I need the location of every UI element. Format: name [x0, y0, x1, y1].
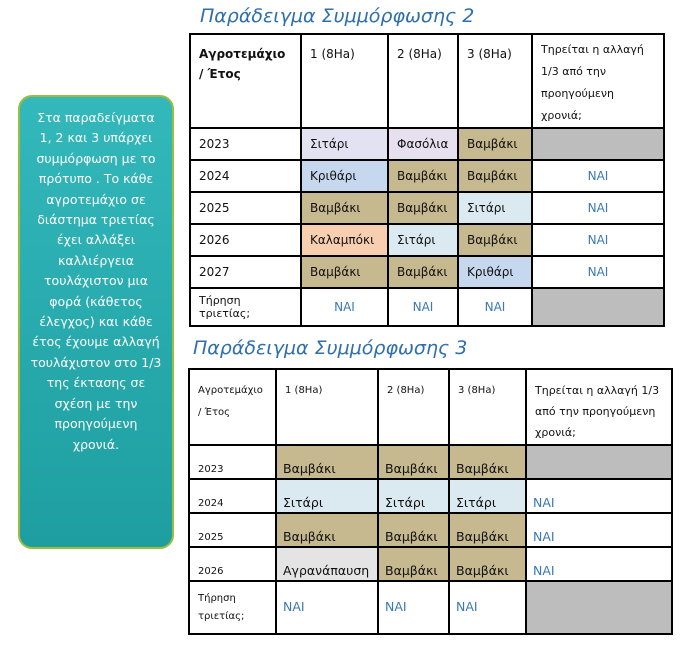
change-cell: ΝΑΙ — [532, 160, 664, 192]
crop-cell: Βαμβάκι — [378, 547, 449, 581]
crop-cell: Βαμβάκι — [458, 128, 532, 160]
crop-cell: Βαμβάκι — [276, 445, 378, 479]
crop-cell: Βαμβάκι — [449, 445, 526, 479]
example-2-title: Παράδειγμα Συμμόρφωσης 2 — [200, 5, 475, 27]
crop-cell: Σιτάρι — [388, 224, 458, 256]
table-row — [190, 224, 664, 256]
header-plot-1: 1 (8Ha) — [276, 369, 378, 445]
crop-cell: Βαμβάκι — [301, 192, 388, 224]
change-cell: ΝΑΙ — [532, 192, 664, 224]
crop-cell: Βαμβάκι — [388, 192, 458, 224]
year-cell: 2023 — [189, 445, 276, 479]
table-row — [189, 479, 672, 513]
footer-empty-cell — [532, 288, 664, 326]
crop-cell: Βαμβάκι — [378, 513, 449, 547]
crop-cell: Σιτάρι — [378, 479, 449, 513]
change-cell: ΝΑΙ — [526, 479, 672, 513]
table-row — [190, 128, 664, 160]
header-plot-2: 2 (8Ha) — [388, 34, 458, 128]
crop-cell: Καλαμπόκι — [301, 224, 388, 256]
footer-label: Τήρηση τριετίας; — [189, 581, 276, 634]
footer-value: ΝΑΙ — [301, 288, 388, 326]
year-cell: 2026 — [189, 547, 276, 581]
crop-cell: Βαμβάκι — [449, 547, 526, 581]
change-cell: ΝΑΙ — [526, 547, 672, 581]
footer-value: ΝΑΙ — [378, 581, 449, 634]
header-plot-1: 1 (8Ha) — [301, 34, 388, 128]
crop-cell: Βαμβάκι — [378, 445, 449, 479]
footer-value: ΝΑΙ — [388, 288, 458, 326]
crop-cell: Βαμβάκι — [301, 256, 388, 288]
year-cell: 2025 — [190, 192, 301, 224]
crop-cell: Κριθάρι — [458, 256, 532, 288]
crop-cell: Κριθάρι — [301, 160, 388, 192]
table-footer-row — [190, 288, 664, 326]
example-3-table — [188, 368, 673, 635]
header-plot-year: Αγροτεμάχιο / Έτος — [190, 34, 301, 128]
table-header-row — [190, 34, 664, 128]
example-3-title: Παράδειγμα Συμμόρφωσης 3 — [193, 337, 468, 359]
change-cell: ΝΑΙ — [526, 513, 672, 547]
header-plot-3: 3 (8Ha) — [458, 34, 532, 128]
year-cell: 2025 — [189, 513, 276, 547]
table-row — [190, 160, 664, 192]
change-cell-empty — [532, 128, 664, 160]
crop-cell: Βαμβάκι — [458, 224, 532, 256]
year-cell: 2023 — [190, 128, 301, 160]
crop-cell: Βαμβάκι — [388, 160, 458, 192]
header-change-question: Τηρείται η αλλαγή 1/3 από την προηγούμενη χρονιά; — [526, 369, 672, 445]
table-footer-row — [189, 581, 672, 634]
crop-cell: Αγρανάπαυση — [276, 547, 378, 581]
footer-value: ΝΑΙ — [449, 581, 526, 634]
crop-cell: Βαμβάκι — [388, 256, 458, 288]
table-row — [189, 445, 672, 479]
crop-cell: Σιτάρι — [301, 128, 388, 160]
header-change-question: Τηρείται η αλλαγή 1/3 από την προηγούμενη χρονιά; — [532, 34, 664, 128]
header-plot-3: 3 (8Ha) — [449, 369, 526, 445]
year-cell: 2026 — [190, 224, 301, 256]
footer-value: ΝΑΙ — [458, 288, 532, 326]
footer-empty-cell — [526, 581, 672, 634]
crop-cell: Σιτάρι — [449, 479, 526, 513]
footer-value: ΝΑΙ — [276, 581, 378, 634]
change-cell: ΝΑΙ — [532, 224, 664, 256]
table-row — [189, 513, 672, 547]
crop-cell: Βαμβάκι — [276, 513, 378, 547]
table-header-row — [189, 369, 672, 445]
header-plot-year: Αγροτεμάχιο / Έτος — [189, 369, 276, 445]
example-2-table — [189, 33, 665, 327]
footer-label: Τήρηση τριετίας; — [190, 288, 301, 326]
year-cell: 2024 — [189, 479, 276, 513]
crop-cell: Βαμβάκι — [458, 160, 532, 192]
change-cell: ΝΑΙ — [532, 256, 664, 288]
year-cell: 2027 — [190, 256, 301, 288]
table-row — [190, 256, 664, 288]
header-plot-2: 2 (8Ha) — [378, 369, 449, 445]
year-cell: 2024 — [190, 160, 301, 192]
crop-cell: Φασόλια — [388, 128, 458, 160]
crop-cell: Σιτάρι — [276, 479, 378, 513]
change-cell-empty — [526, 445, 672, 479]
table-row — [189, 547, 672, 581]
crop-cell: Σιτάρι — [458, 192, 532, 224]
crop-cell: Βαμβάκι — [449, 513, 526, 547]
table-row — [190, 192, 664, 224]
explanation-callout: Στα παραδείγματα 1, 2 και 3 υπάρχει συμμόρφωση με το πρότυπο . Το κάθε αγροτεμάχιο σε διάστημα τριετίας έχει αλλάξει καλλιέργεια τουλάχιστον μια φορά (κάθετος έλεγχος) και κάθε έτος έχουμε αλλαγή τουλάχιστον στο 1/3 της έκτασης σε σχέση με την προηγούμενη χρονιά. — [18, 95, 174, 549]
